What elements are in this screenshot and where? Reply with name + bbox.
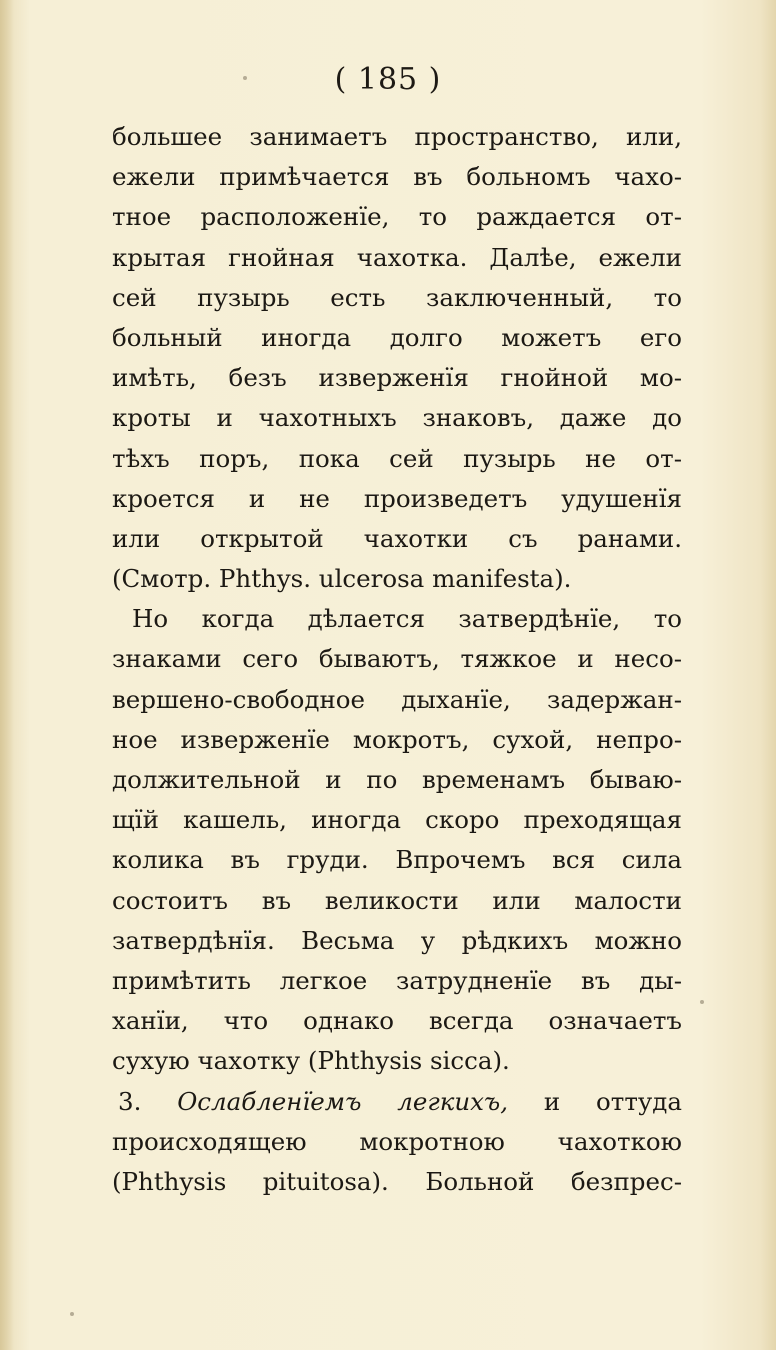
page-edge-shadow (0, 0, 14, 1350)
text-line: или открытой чахотки съ ранами. (112, 523, 682, 553)
paper-speck (700, 1000, 704, 1004)
text-line: затвердѣнїя. Весьма у рѣдкихъ можно (112, 925, 682, 955)
text-line: знаками сего бываютъ, тяжкое и несо- (112, 644, 682, 674)
text-line-numbered (112, 1082, 682, 1122)
text-line: тѣхъ поръ, пока сей пузырь не от- (112, 443, 682, 473)
text-line: сухую чахотку (Phthysis sicca). (112, 1046, 510, 1076)
text-line: щїй кашель, иногда скоро преходящая (112, 805, 682, 835)
text-line: должительной и по временамъ бываю- (112, 765, 682, 794)
text-line: кроется и не произведетъ удушенїя (112, 483, 682, 513)
text-line: примѣтить легкое затрудненїе въ ды- (112, 965, 682, 995)
text-line: сей пузырь есть заключенный, то (112, 282, 682, 312)
text-line: (Phthysis pituitosa). Больной безпрес- (112, 1166, 682, 1196)
text-line: тное расположенїе, то раждается от- (112, 202, 682, 232)
text-line: колика въ груди. Впрочемъ вся сила (112, 845, 682, 875)
paper-speck (243, 76, 247, 80)
text-line: имѣть, безъ изверженїя гнойной мо- (112, 363, 682, 393)
text-line: больный иногда долго можетъ его (112, 322, 682, 352)
page-number: ( 185 ) (334, 62, 442, 97)
paper-speck (70, 1312, 74, 1316)
page-text (112, 117, 682, 1202)
text-line: происходящею мокротною чахоткою (112, 1126, 682, 1156)
text-line: большее занимаетъ пространство, или, (112, 122, 682, 151)
text-line: ханїи, что однако всегда означаетъ (112, 1006, 682, 1036)
text-line: ежели примѣчается въ больномъ чахо- (112, 162, 682, 192)
italic-heading: Ослабленїемъ легкихъ, (177, 1086, 509, 1116)
text-line: Но когда дѣлается затвердѣнїе, то (132, 604, 682, 634)
text-line: (Смотр. Phthys. ulcerosa manifesta). (112, 564, 572, 594)
text-line: кроты и чахотныхъ знаковъ, даже до (112, 403, 682, 433)
text-line: крытая гнойная чахотка. Далѣе, ежели (112, 242, 682, 272)
text-line: состоитъ въ великости или малости (112, 885, 682, 915)
item-number: 3. (118, 1086, 142, 1116)
text-line: вершено-свободное дыханїе, задержан- (112, 684, 682, 714)
text-line: ное изверженїе мокротъ, сухой, непро- (112, 724, 682, 754)
text-fragment: и оттуда (543, 1086, 682, 1116)
